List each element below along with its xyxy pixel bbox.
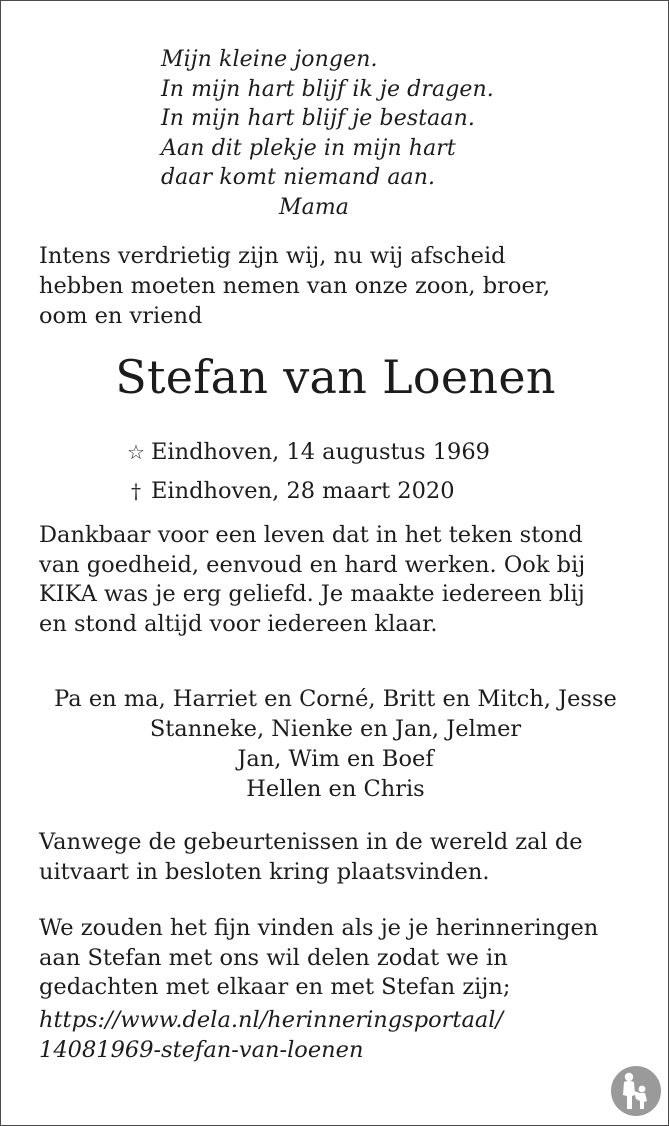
birth-date-text: Eindhoven, 14 augustus 1969	[151, 439, 490, 465]
memorial-portal-link[interactable]	[39, 1005, 503, 1065]
poem-line: daar komt niemand aan.	[161, 165, 436, 190]
cross-icon: †	[131, 479, 141, 503]
poem-line: In mijn hart blijf je bestaan.	[161, 106, 475, 131]
funeral-notice	[39, 828, 583, 887]
intro-text	[39, 241, 550, 331]
family-line: Hellen en Chris	[246, 776, 425, 802]
memories-request	[39, 914, 598, 1003]
family-line: Jan, Wim en Boef	[237, 746, 434, 772]
intro-line: oom en vriend	[39, 303, 203, 329]
death-date-row	[121, 472, 490, 511]
intro-line: hebben moeten nemen van onze zoon, broer,	[39, 273, 551, 299]
tribute-text	[39, 521, 585, 639]
deceased-name: Stefan van Loenen	[115, 350, 556, 404]
death-date-text: Eindhoven, 28 maart 2020	[151, 478, 455, 504]
tribute-line: van goedheid, eenvoud en hard werken. Ook bij	[39, 551, 586, 578]
memories-line: aan Stefan met ons wil delen zodat we in	[39, 944, 508, 971]
dates-block	[121, 433, 490, 511]
dela-logo-icon	[610, 1065, 662, 1117]
family-names	[1, 684, 669, 804]
tribute-line: en stond altijd voor iedereen klaar.	[39, 610, 438, 637]
notice-line: uitvaart in besloten kring plaatsvinden.	[39, 858, 490, 885]
poem-line: Mijn kleine jongen.	[161, 47, 378, 72]
poem-line: In mijn hart blijf ik je dragen.	[161, 76, 494, 102]
family-line: Stanneke, Nienke en Jan, Jelmer	[149, 716, 522, 742]
family-line: Pa en ma, Harriet en Corné, Britt en Mitch, Jesse	[54, 686, 617, 712]
link-line[interactable]: 14081969-stefan-van-loenen	[39, 1037, 364, 1063]
poem-line: Aan dit plekje in mijn hart	[161, 135, 456, 161]
poem	[161, 45, 494, 222]
link-line[interactable]: https://www.dela.nl/herinneringsportaal/	[39, 1007, 504, 1033]
tribute-line: Dankbaar voor een leven dat in het teken stond	[39, 522, 583, 548]
tribute-line: KIKA was je erg geliefd. Je maakte iedereen blij	[39, 581, 585, 607]
memories-line: We zouden het fijn vinden als je je herinneringen	[39, 915, 599, 941]
poem-signature: Mama	[279, 194, 350, 220]
notice-line: Vanwege de gebeurtenissen in de wereld zal de	[39, 829, 583, 855]
memories-line: gedachten met elkaar en met Stefan zijn;	[39, 974, 511, 1000]
intro-line: Intens verdrietig zijn wij, nu wij afscheid	[39, 243, 506, 269]
logo-background	[611, 1066, 661, 1116]
birth-date-row	[121, 433, 490, 472]
star-icon: ☆	[127, 440, 145, 464]
